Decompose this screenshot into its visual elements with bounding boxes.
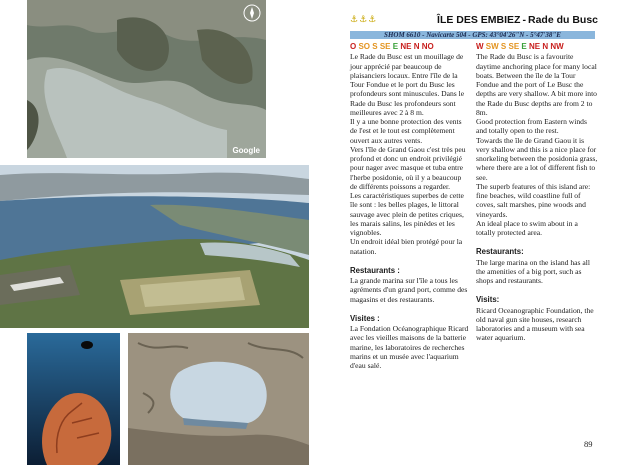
wind-label: NO <box>421 42 434 51</box>
chart-reference-bar: SHOM 6610 - Navicarte 504 - GPS: 43°04'26"N - 5°47'38"E <box>350 31 595 39</box>
paragraph: Il y a une bonne protection des vents de l'est et le tout est complètement ouvert aux autres vents. <box>350 117 462 145</box>
paragraph: Vers l'île de Grand Gaou c'est très peu profond et donc un endroit privilégié pour nager avec masque et tuba entre l'herbe posidonie, où il y a beaucoup de différents poissons a regarder. <box>350 144 466 191</box>
wind-label: W <box>476 42 484 51</box>
aerial-panorama-photo <box>0 165 309 328</box>
rock-arch-photo <box>128 333 309 465</box>
wind-legend-fr <box>350 42 470 51</box>
restaurants-heading: Restaurants : <box>350 265 400 275</box>
paragraph: Good protection from Eastern winds and totally open to the rest. <box>476 117 587 136</box>
anchor-icons: ⚓⚓⚓ <box>350 15 378 25</box>
wind-label: SW <box>485 42 499 51</box>
wind-label: E <box>392 42 399 51</box>
paragraph: Un endroit idéal bien protégé pour la natation. <box>350 237 463 256</box>
restaurants-text: La grande marina sur l'île a tous les agréments d'un grand port, comme des magasins et des restaurants. <box>350 276 468 304</box>
restaurants-heading: Restaurants: <box>476 247 524 257</box>
page-title <box>437 14 598 26</box>
wind-label: S <box>372 42 378 51</box>
title-separator: - <box>522 14 526 26</box>
header <box>350 14 598 28</box>
google-watermark: Google <box>232 146 260 155</box>
title-sub: Rade du Busc <box>527 14 598 26</box>
wind-label: SE <box>379 42 391 51</box>
paragraph: Towards the île de Grand Gaou it is very shallow and this is a nice place for snorkeling between the posidonia grass, where there are a lot of different fish to see. <box>476 135 598 182</box>
paragraph: Les caractéristiques superbes de cette île sont : les belles plages, le littoral sauvage avec plein de petites criques, les marais salins, les pinèdes et les vignobles. <box>350 191 464 237</box>
wind-label: N <box>413 42 420 51</box>
wind-label: E <box>521 42 527 51</box>
page-number: 89 <box>584 439 593 449</box>
french-column <box>350 42 470 370</box>
wind-label: SE <box>508 42 520 51</box>
visits-text: La Fondation Océanographique Ricard avec les vieilles maisons de la batterie marine, les laboratoires de recherches marins et un musée avec l'aquarium d'eau salé. <box>350 324 469 370</box>
visits-heading: Visits: <box>476 295 500 305</box>
underwater-gorgonian-photo <box>27 333 120 465</box>
wind-legend-en <box>476 42 598 51</box>
paragraph: The Rade du Busc is a favourite daytime anchoring place for many local boats. Between the île de la Tour Fondue and the port of Le Busc the depths are very shallow. A bit more into the Rade du Busc depths are from 2 to 8m. <box>476 52 597 117</box>
wind-label: NE <box>400 42 412 51</box>
wind-label: NE <box>528 42 541 51</box>
paragraph: Le Rade du Busc est un mouillage de jour apprécié par beaucoup de plaisanciers locaux. Entre l'île de la Tour Fondue et le port du Busc les profondeurs sont minuscules. Dans le Rade du Busc les profondeurs sont meilleures avec 2 à 8 m. <box>350 52 465 117</box>
restaurants-text: The large marina on the island has all the amenities of a big port, such as shops and restaurants. <box>476 257 590 285</box>
visits-heading: Visites : <box>350 313 380 323</box>
wind-label: SO <box>358 42 371 51</box>
satellite-photo <box>27 0 266 158</box>
wind-label: S <box>500 42 507 51</box>
english-column <box>476 42 598 343</box>
visits-text: Ricard Oceanographic Foundation, the old naval gun site houses, research laboratories and a museum with sea water aquarium. <box>476 305 594 343</box>
wind-label: N <box>542 42 549 51</box>
wind-label: NW <box>550 42 564 51</box>
wind-label: O <box>350 42 357 51</box>
title-main: ÎLE DES EMBIEZ <box>437 14 521 26</box>
paragraph: The superb features of this island are: fine beaches, wild coastline full of coves, salt marshes, pine woods and vineyards. <box>476 181 591 219</box>
paragraph: An ideal place to swim about in a totally protected area. <box>476 218 578 237</box>
